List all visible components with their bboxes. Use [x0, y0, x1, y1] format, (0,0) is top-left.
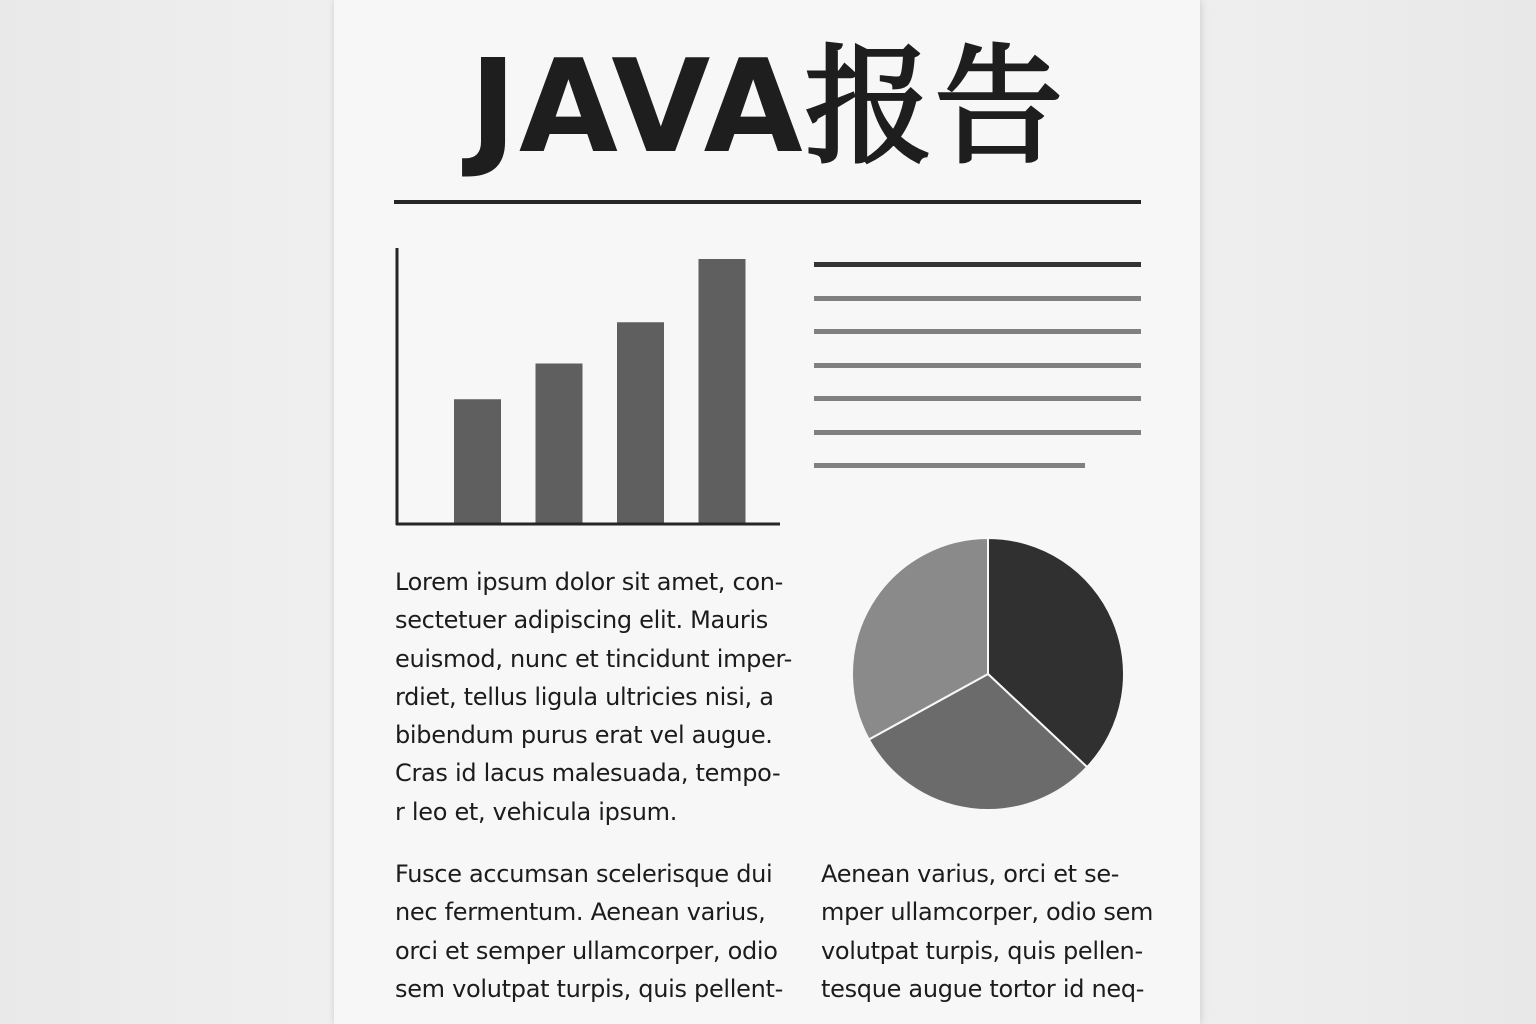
- report-page: [334, 0, 1200, 1024]
- placeholder-line-2: [814, 296, 1141, 301]
- report-title: JAVA报告: [469, 33, 1065, 182]
- body-paragraph-3: Aenean varius, orci et se- mper ullamcorper, odio sem volutpat turpis, quis pellen- tesque augue tortor id neq-: [821, 860, 1154, 1003]
- bar-1: [454, 399, 501, 523]
- bar-3: [617, 322, 664, 523]
- bar-2: [536, 364, 583, 524]
- placeholder-line-7: [814, 463, 1085, 468]
- placeholder-line-6: [814, 430, 1141, 435]
- body-paragraph-1: Lorem ipsum dolor sit amet, con- sectetuer adipiscing elit. Mauris euismod, nunc et tincidunt imper- rdiet, tellus ligula ultricies nisi, a bibendum purus erat vel augue. Cras id lacus malesuada, tempo- r leo et, vehicula ipsum.: [395, 568, 792, 826]
- placeholder-line-4: [814, 363, 1141, 368]
- pie-chart-slices: [852, 538, 1124, 810]
- placeholder-line-1: [814, 262, 1141, 267]
- bar-4: [699, 259, 746, 523]
- bar-chart-bars: [454, 259, 746, 523]
- bar-chart: [394, 246, 784, 528]
- placeholder-text-lines: [814, 262, 1141, 472]
- title-divider: [394, 200, 1141, 204]
- body-paragraph-2: Fusce accumsan scelerisque dui nec fermentum. Aenean varius, orci et semper ullamcorper, odio sem volutpat turpis, quis pellent-: [395, 860, 784, 1003]
- pie-chart: [850, 536, 1126, 812]
- placeholder-line-5: [814, 396, 1141, 401]
- placeholder-line-3: [814, 329, 1141, 334]
